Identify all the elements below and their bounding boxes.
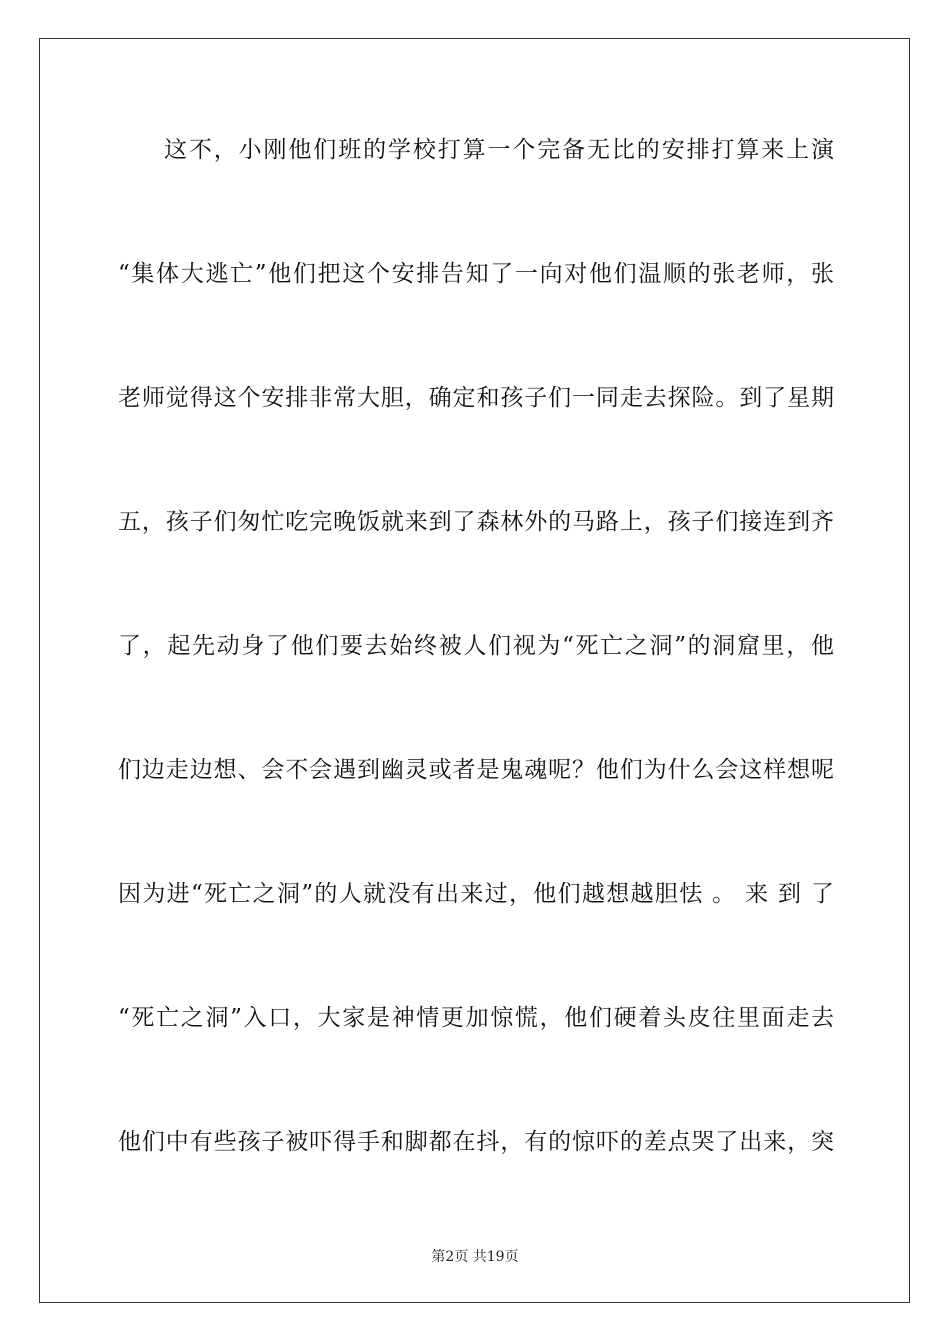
text-line: 因为进“死亡之洞”的人就没有出来过，他们越想越胆怯 。 来 到 了 (118, 881, 834, 907)
text-line: 老师觉得这个安排非常大胆，确定和孩子们一同走去探险。到了星期 (118, 385, 834, 411)
text-line: “死亡之洞”入口，大家是神情更加惊慌，他们硬着头皮往里面走去 (118, 1005, 834, 1031)
text-line: 五，孩子们匆忙吃完晚饭就来到了森林外的马路上，孩子们接连到齐 (118, 509, 834, 535)
text-line: 这不，小刚他们班的学校打算一个完备无比的安排打算来上演 (164, 137, 834, 163)
page-border (39, 38, 910, 1303)
text-line: 们边走边想、会不会遇到幽灵或者是鬼魂呢？他们为什么会这样想呢 (118, 757, 834, 783)
text-line: 他们中有些孩子被吓得手和脚都在抖，有的惊吓的差点哭了出来，突 (118, 1129, 834, 1155)
text-line: “集体大逃亡”他们把这个安排告知了一向对他们温顺的张老师，张 (118, 261, 834, 287)
text-line: 了，起先动身了他们要去始终被人们视为“死亡之洞”的洞窟里，他 (118, 633, 834, 659)
page-number: 第2页 共19页 (431, 1249, 519, 1265)
